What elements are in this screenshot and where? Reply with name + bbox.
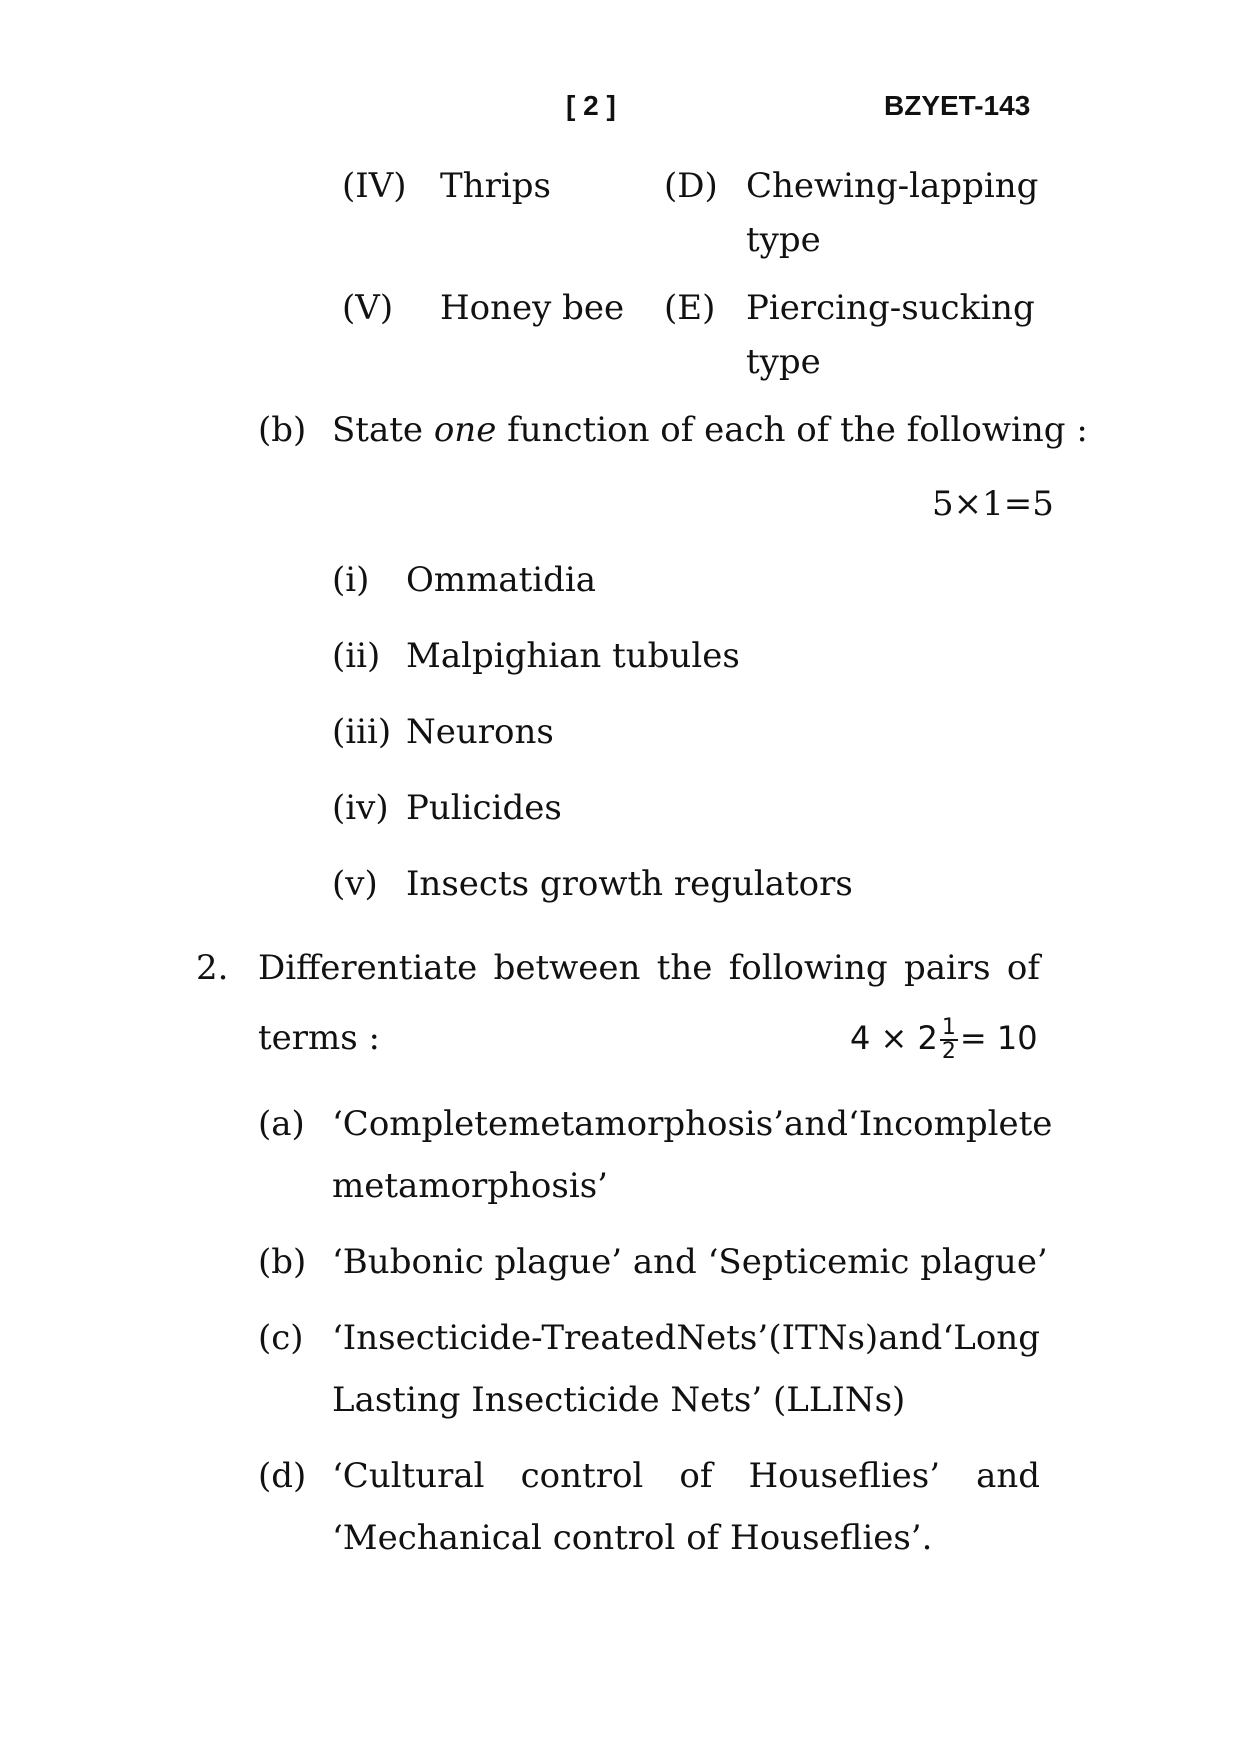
question-2b-label: (b) (258, 1242, 307, 1282)
question-2d-label: (d) (258, 1456, 307, 1496)
question-2c-text: ‘Insecticide-Treated Nets’ (ITNs) and ‘Long (332, 1318, 1040, 1358)
question-1b-label: (b) (258, 410, 307, 450)
question-2d-text: ‘Cultural control of Houseflies’ and (332, 1456, 1040, 1496)
list-item-text: Ommatidia (406, 560, 597, 600)
page-number: [ 2 ] (566, 90, 616, 121)
fraction: $\frac{1}{2}$ (941, 1015, 956, 1064)
list-item-text: Neurons (406, 712, 554, 752)
question-2a-text: ‘Complete metamorphosis’ and ‘Incomplete (332, 1104, 1053, 1144)
question-2-text: Differentiate between the following pairs of (258, 948, 1040, 988)
question-2d-text-continued: ‘Mechanical control of Houseflies’. (332, 1518, 933, 1558)
question-2b-text: ‘Bubonic plague’ and ‘Septicemic plague’ (332, 1242, 1048, 1282)
match-right-text-continued: type (746, 342, 821, 382)
list-item-number: (v) (332, 864, 378, 904)
match-right-text: Chewing-lapping (746, 166, 1039, 206)
list-item-number: (iii) (332, 712, 392, 752)
question-2-text-continued: terms : (258, 1018, 380, 1058)
question-2a-label: (a) (258, 1104, 305, 1144)
match-right-text-continued: type (746, 220, 821, 260)
question-2a-text-continued: metamorphosis’ (332, 1166, 608, 1206)
emphasis-one: one (433, 410, 497, 450)
match-right-letter: (E) (664, 288, 716, 328)
question-1b-text: State one function of each of the following : (332, 410, 1088, 450)
list-item-number: (i) (332, 560, 370, 600)
match-right-text: Piercing-sucking (746, 288, 1035, 328)
question-2-number: 2. (196, 948, 229, 988)
list-item-text: Pulicides (406, 788, 562, 828)
question-1b-marks: 5×1=5 (932, 484, 1054, 524)
list-item-text: Insects growth regulators (406, 864, 853, 904)
match-left-number: (IV) (342, 166, 407, 206)
match-left-number: (V) (342, 288, 394, 328)
list-item-text: Malpighian tubules (406, 636, 740, 676)
match-left-text: Honey bee (440, 288, 625, 328)
match-left-text: Thrips (440, 166, 551, 206)
question-2c-label: (c) (258, 1318, 304, 1358)
question-2c-text-continued: Lasting Insecticide Nets’ (LLINs) (332, 1380, 906, 1420)
list-item-number: (ii) (332, 636, 381, 676)
match-right-letter: (D) (664, 166, 718, 206)
list-item-number: (iv) (332, 788, 389, 828)
course-code: BZYET-143 (884, 90, 1031, 121)
question-2-marks: 4 × 2 $\frac{1}{2}$ = 10 (850, 1015, 1038, 1064)
